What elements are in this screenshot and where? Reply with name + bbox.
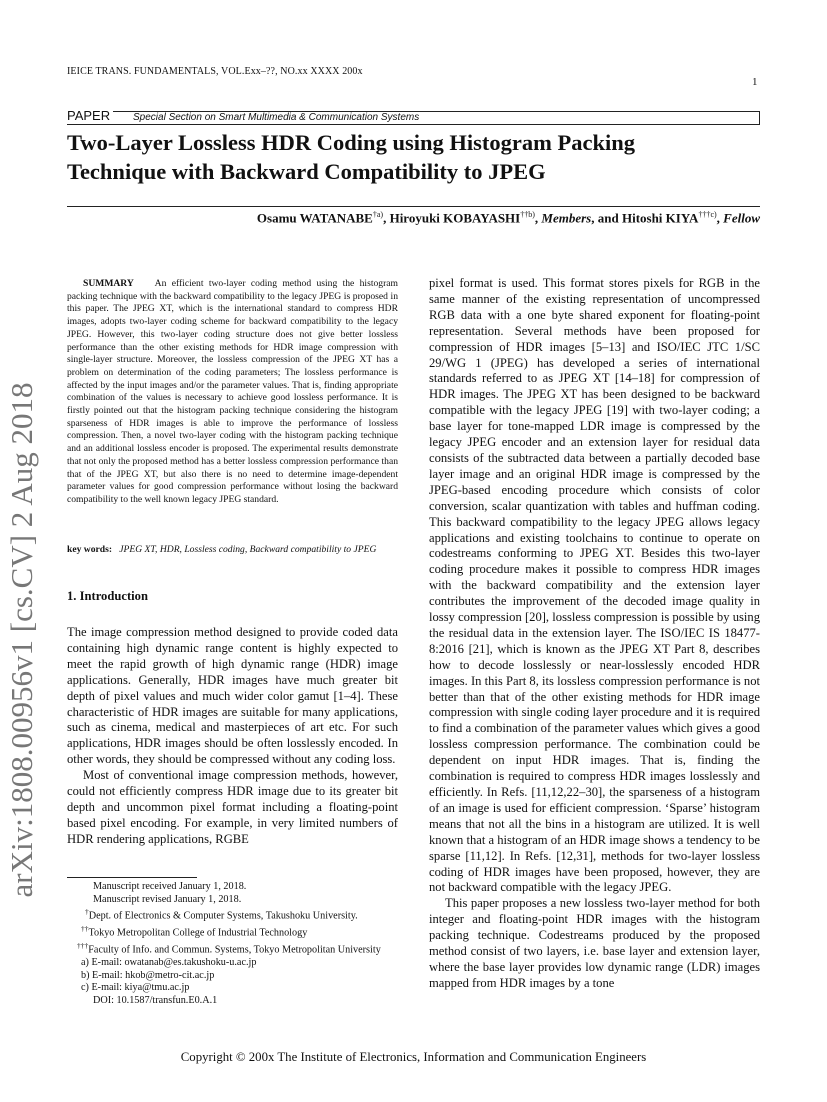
footnote-revised: Manuscript revised January 1, 2018. [93, 893, 242, 905]
footnote-affiliation-2: Tokyo Metropolitan College of Industrial Technology [88, 927, 308, 939]
arxiv-stamp-text: arXiv:1808.00956v1 [cs.CV] 2 Aug 2018 [4, 382, 39, 898]
author-1-mark: †a) [372, 210, 384, 219]
introduction-right-column [429, 276, 760, 992]
intro-paragraph-4: This paper proposes a new lossless two-layer method for both integer and floating-point HDR images with the histogram packing technique. Codestreams produced by the proposed method consist of two layers, i.e. base layer and extension layer, where the base layer provides low dynamic range (LDR) images mapped from HDR images by a tone [429, 896, 760, 990]
paper-label: PAPER [67, 108, 113, 123]
summary-label: SUMMARY [83, 278, 134, 289]
keywords-text: JPEG XT, HDR, Lossless coding, Backward compatibility to JPEG [119, 544, 377, 555]
title-line-1: Two-Layer Lossless HDR Coding using Histogram Packing [67, 130, 635, 155]
section-heading-introduction: 1. Introduction [67, 589, 148, 603]
fellow-label: Fellow [723, 210, 760, 226]
footnote-doi: DOI: 10.1587/transfun.E0.A.1 [93, 994, 218, 1006]
title-line-2: Technique with Backward Compatibility to JPEG [67, 159, 546, 184]
author-line: Osamu WATANABE$^{\dagger a)}$, Hiroyuki KOBAYASHI$^{\dagger\dagger b)}$, Members, and Hitoshi KIYA$^{\dagger\dagger\dagger c)}$, Fellow [256, 210, 760, 226]
title-rule [67, 206, 760, 207]
intro-paragraph-2: Most of conventional image compression methods, however, could not efficiently compress HDR image due to its greater bit depth and uncommon pixel format including a floating-point based pixel encoding. For example, in very limited numbers of HDR rendering applications, RGBE [67, 768, 398, 846]
footnote-affiliation-1: Dept. of Electronics & Computer Systems, Takushoku University. [88, 910, 358, 922]
aff1-mark: † [85, 907, 89, 917]
author-1: Osamu WATANABE [256, 210, 373, 226]
footnote-email-a: a) E-mail: owatanab@es.takushoku-u.ac.jp [81, 957, 257, 969]
summary-text: An efficient two-layer coding method using the histogram packing technique with the backward compatibility to the legacy JPEG is proposed in this paper. The JPEG XT, which is the international standard to compress HDR images, adopts two-layer coding scheme for backward compatibility to the legacy JPEG. However, this two-layer coding structure does not give better lossless performance than the other existing methods for HDR image compression with single-layer structure. Moreover, the lossless compression of the JPEG XT has a problem on determination of the coding parameters; The lossless performance is affected by the input images and/or the parameter values. That is, finding appropriate combination of the values is necessary to achieve good lossless performance. It is firstly pointed out that the histogram packing technique considering the histogram sparseness of HDR images is able to improve the performance of lossless compression. Then, a novel two-layer coding with the histogram packing technique and an additional lossless encoder is proposed. The experimental results demonstrate that not only the proposed method has a better lossless compression performance than that of the JPEG XT, but also there is no need to determine image-dependent parameter values for good compression performance without losing the backward compatibility to the well known legacy JPEG standard. [67, 278, 398, 505]
aff3-mark: ††† [77, 941, 89, 951]
footnote-email-b: b) E-mail: hkob@metro-cit.ac.jp [81, 969, 215, 981]
journal-header: IEICE TRANS. FUNDAMENTALS, VOL.Exx–??, NO.xx XXXX 200x [67, 66, 363, 77]
page-number: 1 [752, 76, 758, 88]
aff2-mark: †† [81, 924, 89, 934]
footnote-received: Manuscript received January 1, 2018. [93, 881, 247, 892]
and-word: and [597, 210, 619, 226]
footnote-rule [67, 877, 197, 878]
paper-title [67, 128, 767, 186]
special-section-label: Special Section on Smart Multimedia & Communication Systems [133, 112, 420, 123]
author-2: Hiroyuki KOBAYASHI [389, 210, 521, 226]
members-label: Members [541, 210, 592, 226]
summary-block [67, 278, 398, 507]
author-3: Hitoshi KIYA [621, 210, 699, 226]
author-2-mark: ††b) [520, 210, 535, 219]
footnote-affiliation-3: Faculty of Info. and Commun. Systems, Tokyo Metropolitan University [88, 944, 381, 956]
introduction-left-column [67, 625, 398, 848]
copyright-footer: Copyright © 200x The Institute of Electronics, Information and Communication Engineers [180, 1050, 647, 1064]
intro-paragraph-1: The image compression method designed to provide coded data containing high dynamic range content is highly expected to meet the rapid growth of high dynamic range (HDR) image applications. Generally, HDR images have much greater bit depth of pixel values and much wider color gamut [1–4]. These characteristic of HDR images are suitable for many applications, such as cinema, medical and masterpieces of art etc. For such applications, HDR images should be often losslessly encoded. In other words, they should be compressed without any coding loss. [67, 625, 398, 767]
footnotes [67, 881, 398, 1008]
author-3-mark: †††c) [698, 210, 717, 219]
intro-paragraph-3: pixel format is used. This format stores pixels for RGB in the same manner of the existing representation of uncompressed RGB data with a one byte shared exponent for floating-point representation. Several methods have been proposed for compression of HDR images [5–13] and ISO/IEC JTC 1/SC 29/WG 1 (JPEG) has developed a series of international standards referred to as JPEG XT [14–18] for compression of HDR images. The JPEG XT has been designed to be backward compatible with the legacy JPEG [19] with two-layer coding; a base layer for tone-mapped LDR image is compressed by the legacy JPEG encoder and an extension layer for residual data consists of the subtracted data between a partially decoded base layer image and an original HDR image is compressed by the JPEG-based encoding procedure which consists of color conversion, scalar quantization with tables and huffman coding. This backward compatibility to the legacy JPEG allows legacy applications and existing toolchains to continue to operate on codestreams conforming to JPEG XT. Besides this two-layer coding procedure makes it possible to compress HDR images with the backward compatibility and the extension layer contributes the improvement of the decoded image quality in lossy compression [20], lossless compression is possible by using the residual data in the extension layer. The ISO/IEC IS 18477-8:2016 [21], which is known as the JPEG XT Part 8, describes how to decode losslessly or near-losslessly encoded HDR images. In this Part 8, its lossless compression performance is not better than that of the other existing methods for HDR image compression with single coding layer procedure and it is required to find a combination of the parameter values which gives a good lossless compression performance. The combination could be dependent on input HDR images. That is, finding the combination is required to compress HDR images losslessly and efficiently. In Refs. [11,12,22–30], the sparseness of a histogram of an image is used for efficient compression. ‘Sparse’ histogram means that not all the bins in a histogram are utilized. It is well known that a histogram of an HDR image shows a tendency to be sparse [11,12]. In Refs. [12,31], methods for two-layer lossless coding of HDR images have been proposed, however, they are not backward compatible with the legacy JPEG. [429, 276, 760, 895]
footnote-email-c: c) E-mail: kiya@tmu.ac.jp [81, 982, 190, 994]
keywords-block [67, 544, 398, 557]
keywords-label: key words: [67, 544, 113, 555]
